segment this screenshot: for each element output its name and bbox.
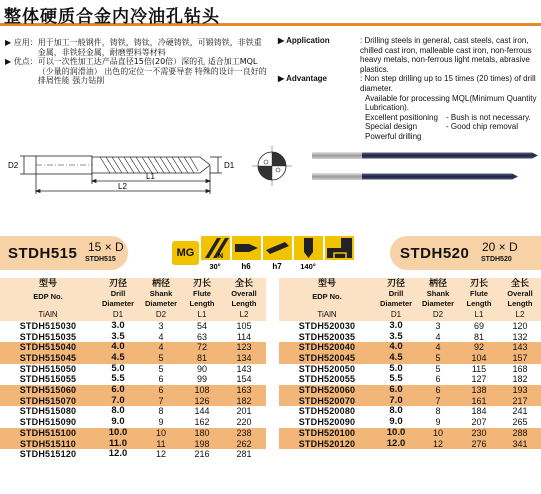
- shank-diameter-cell: 8: [435, 406, 441, 417]
- overall-length-cell: 281: [236, 449, 252, 460]
- d1-label: D1: [224, 161, 235, 170]
- feature-cn-application: [5, 38, 267, 57]
- table-row: [279, 332, 541, 343]
- col-overall-en: Overall Length: [222, 289, 266, 310]
- col-flute-sym: L1: [182, 310, 222, 321]
- drill-diameter-cell: 12.0: [375, 439, 417, 450]
- table-row: [279, 396, 541, 407]
- shank-diameter-cell: 9: [435, 417, 441, 428]
- series-code: STDH515: [8, 245, 78, 262]
- col-model-cn: 型号: [279, 278, 375, 289]
- col-coating: TiAlN: [279, 310, 375, 321]
- flute-length-cell: 276: [459, 439, 499, 450]
- edp-code-cell: STDH515120: [19, 449, 77, 460]
- feature-icons: [172, 236, 354, 270]
- shank-diameter-cell: 4: [140, 342, 182, 353]
- col-shank-en: Shank Diameter: [140, 289, 182, 310]
- spec-table-right: [279, 278, 541, 449]
- overall-length-cell: 143: [499, 342, 541, 353]
- table-row: [279, 417, 541, 428]
- table-row: [0, 321, 266, 332]
- flute-length-cell: 92: [459, 342, 499, 353]
- helix-angle-icon: [201, 236, 230, 270]
- feature-en-application: [278, 36, 540, 74]
- table-row: [0, 353, 266, 364]
- edp-code-cell: STDH515090: [19, 417, 77, 428]
- table-row: [0, 417, 266, 428]
- flute-length-cell: 127: [471, 374, 487, 385]
- col-shank-cn: 柄径: [140, 278, 182, 289]
- flute-length-cell: 198: [182, 439, 222, 450]
- edp-code-cell: STDH515070: [0, 396, 96, 407]
- flute-length-cell: 144: [194, 406, 210, 417]
- table-row: [0, 364, 266, 375]
- drill-diameter-cell: 3.0: [389, 319, 403, 331]
- overall-length-cell: 123: [222, 342, 266, 353]
- flute-length-cell: 230: [459, 428, 499, 439]
- drill-diameter-cell: 8.0: [111, 405, 125, 417]
- col-model-en: EDP No.: [0, 289, 96, 310]
- feature-en-pair-value: - Bush is not necessary.: [446, 112, 531, 122]
- col-overall-cn: 全长: [499, 278, 541, 289]
- edp-code-cell: STDH520040: [279, 342, 375, 353]
- diameter-tolerance-icon: [263, 236, 292, 270]
- drill-diameter-cell: 5.0: [111, 362, 125, 374]
- flute-length-cell: 115: [471, 363, 487, 374]
- flute-length-cell: 90: [196, 363, 207, 374]
- feature-en-pair-key: Excellent positioning: [365, 112, 438, 122]
- spec-table-left: [0, 278, 266, 460]
- col-overall-sym: L2: [222, 310, 266, 321]
- drill-photos: [306, 140, 541, 190]
- drill-diameter-cell: 6.0: [96, 385, 140, 396]
- flute-length-cell: 72: [182, 342, 222, 353]
- shank-tolerance-label: h6: [241, 262, 251, 270]
- table-row: [0, 374, 266, 385]
- drill-diameter-cell: 7.0: [96, 396, 140, 407]
- overall-length-cell: 182: [512, 374, 528, 385]
- edp-code-cell: STDH520070: [279, 396, 375, 407]
- overall-length-cell: 168: [512, 363, 528, 374]
- title-bar: [0, 0, 541, 26]
- helix-angle-label: 30°: [209, 262, 221, 270]
- shank-diameter-cell: 12: [417, 439, 459, 450]
- overall-length-cell: 193: [499, 385, 541, 396]
- flute-length-cell: 99: [196, 374, 207, 385]
- table-row: [0, 385, 266, 396]
- feature-en-advantage: [278, 74, 540, 141]
- shank-diameter-cell: 5: [158, 363, 164, 374]
- overall-length-cell: 157: [499, 353, 541, 364]
- helix-n-label: N: [218, 253, 224, 260]
- overall-length-cell: 134: [222, 353, 266, 364]
- table-row: [0, 342, 266, 353]
- l1-label: L1: [146, 172, 155, 181]
- series-code: STDH520: [400, 245, 470, 262]
- overall-length-cell: 238: [222, 428, 266, 439]
- edp-code-cell: STDH515045: [0, 353, 96, 364]
- series-tag-left: [0, 236, 140, 270]
- table-row: [0, 396, 266, 407]
- shank-diameter-cell: 12: [155, 449, 166, 460]
- col-drill-cn: 刃径: [375, 278, 417, 289]
- drill-diameter-cell: 4.5: [375, 353, 417, 364]
- flute-length-cell: 184: [471, 406, 487, 417]
- drill-diameter-cell: 9.0: [111, 416, 125, 428]
- series-ratio: 20 × D: [482, 240, 518, 254]
- overall-length-cell: 220: [236, 417, 252, 428]
- table-row: [279, 364, 541, 375]
- table-row: [279, 321, 541, 332]
- col-model-cn: 型号: [0, 278, 96, 289]
- col-flute-cn: 刃长: [459, 278, 499, 289]
- shank-diameter-cell: 5: [417, 353, 459, 364]
- drill-diameter-cell: 4.5: [96, 353, 140, 364]
- overall-length-cell: 288: [499, 428, 541, 439]
- feature-en-pair-key: Special design: [365, 122, 418, 132]
- drill-technical-drawing: [0, 128, 300, 208]
- col-coating: TiAlN: [0, 310, 96, 321]
- edp-code-cell: STDH515100: [0, 428, 96, 439]
- flute-length-cell: 69: [473, 320, 484, 331]
- flute-length-cell: 161: [459, 396, 499, 407]
- feature-en-pair-value: - Good chip removal: [446, 122, 519, 132]
- edp-code-cell: STDH520090: [298, 417, 356, 428]
- flute-length-cell: 162: [194, 417, 210, 428]
- flute-length-cell: 81: [473, 331, 484, 342]
- shank-diameter-cell: 10: [140, 428, 182, 439]
- table-row: [279, 374, 541, 385]
- overall-length-cell: 201: [236, 406, 252, 417]
- edp-code-cell: STDH515080: [19, 406, 77, 417]
- col-drill-en: Drill Diameter: [96, 289, 140, 310]
- col-flute-sym: L1: [459, 310, 499, 321]
- overall-length-cell: 105: [236, 320, 252, 331]
- edp-code-cell: STDH515110: [0, 439, 96, 450]
- feature-cn-advantage: [5, 57, 267, 86]
- feature-en-key: ▶ Advantage: [278, 74, 327, 84]
- drill-diameter-cell: 6.0: [375, 385, 417, 396]
- table-row: [279, 406, 541, 417]
- col-overall-cn: 全长: [222, 278, 266, 289]
- overall-length-cell: 217: [499, 396, 541, 407]
- edp-code-cell: STDH520030: [298, 320, 356, 331]
- drill-diameter-cell: 7.0: [375, 396, 417, 407]
- shank-diameter-cell: 7: [417, 396, 459, 407]
- edp-code-cell: STDH520060: [279, 385, 375, 396]
- drill-diameter-cell: 8.0: [389, 405, 403, 417]
- series-ratio: 15 × D: [88, 240, 124, 254]
- table-row: [0, 332, 266, 343]
- edp-code-cell: STDH520035: [298, 331, 356, 342]
- table-row: [0, 449, 266, 460]
- table-row: [279, 428, 541, 439]
- drill-photo-short: [312, 173, 518, 180]
- col-shank-sym: D2: [140, 310, 182, 321]
- flute-length-cell: 81: [182, 353, 222, 364]
- feature-en-pair: [360, 113, 540, 123]
- shank-diameter-cell: 5: [140, 353, 182, 364]
- edp-code-cell: STDH520050: [298, 363, 356, 374]
- col-overall-en: Overall Length: [499, 289, 541, 310]
- shank-diameter-cell: 6: [140, 385, 182, 396]
- edp-code-cell: STDH515035: [19, 331, 77, 342]
- drill-photo-long: [312, 152, 538, 159]
- col-model-en: EDP No.: [279, 289, 375, 310]
- feature-en-line: Available for processing MQL(Minimum Quantity Lubrication).: [365, 93, 537, 113]
- overall-length-cell: 241: [512, 406, 528, 417]
- edp-code-cell: STDH520055: [298, 374, 356, 385]
- overall-length-cell: 182: [222, 396, 266, 407]
- table-row: [0, 406, 266, 417]
- shank-diameter-cell: 6: [158, 374, 164, 385]
- overall-length-cell: 341: [499, 439, 541, 450]
- flute-length-cell: 126: [182, 396, 222, 407]
- internal-coolant-icon: [325, 236, 354, 270]
- shank-diameter-cell: 4: [417, 342, 459, 353]
- col-shank-en: Shank Diameter: [417, 289, 459, 310]
- overall-length-cell: 132: [512, 331, 528, 342]
- shank-tolerance-icon: [232, 236, 261, 270]
- flute-length-cell: 138: [459, 385, 499, 396]
- shank-diameter-cell: 4: [435, 331, 441, 342]
- flute-length-cell: 63: [196, 331, 207, 342]
- table-row: [279, 385, 541, 396]
- shank-diameter-cell: 7: [140, 396, 182, 407]
- shank-diameter-cell: 4: [158, 331, 164, 342]
- drill-end-view: [252, 146, 292, 186]
- material-mg-icon: MG: [172, 241, 199, 265]
- feature-en-line: : Non step drilling up to 15 times (20 times) of drill diameter.: [360, 74, 536, 93]
- d2-label: D2: [8, 161, 19, 170]
- drill-diameter-cell: 5.5: [111, 373, 125, 385]
- shank-diameter-cell: 6: [435, 374, 441, 385]
- feature-cn-key: ▶ 优点：: [5, 57, 38, 67]
- edp-code-cell: STDH515055: [19, 374, 77, 385]
- flute-length-cell: 207: [471, 417, 487, 428]
- table-row: [279, 439, 541, 450]
- drill-diameter-cell: 4.0: [375, 342, 417, 353]
- edp-code-cell: STDH515040: [0, 342, 96, 353]
- feature-en-value: : Drilling steels in general, cast steels, cast iron, chilled cast iron, malleable cast iron, non-ferrous heavy metals, non-ferrous light metals, abrasive plastics.: [360, 36, 532, 74]
- col-flute-en: Flute Length: [182, 289, 222, 310]
- shank-diameter-cell: 3: [158, 320, 164, 331]
- drill-diameter-cell: 5.0: [389, 362, 403, 374]
- feature-cn-value: 用于加工一般钢件，铸铁，铸钛，冷硬铸铁，可锻铸铁，非铁重金属，非铁轻金属，耐磨塑料等材料: [37, 38, 262, 57]
- overall-length-cell: 163: [222, 385, 266, 396]
- col-shank-cn: 柄径: [417, 278, 459, 289]
- series-sub: STDH515: [85, 256, 116, 263]
- col-drill-sym: D1: [375, 310, 417, 321]
- shank-diameter-cell: 9: [158, 417, 164, 428]
- col-overall-sym: L2: [499, 310, 541, 321]
- drill-diameter-cell: 9.0: [389, 416, 403, 428]
- flute-length-cell: 180: [182, 428, 222, 439]
- point-angle-icon: [294, 236, 323, 270]
- col-flute-cn: 刃长: [182, 278, 222, 289]
- edp-code-cell: STDH520045: [279, 353, 375, 364]
- col-drill-en: Drill Diameter: [375, 289, 417, 310]
- overall-length-cell: 114: [236, 331, 252, 342]
- shank-diameter-cell: 6: [417, 385, 459, 396]
- col-shank-sym: D2: [417, 310, 459, 321]
- drill-diameter-cell: 11.0: [96, 439, 140, 450]
- shank-diameter-cell: 10: [417, 428, 459, 439]
- col-flute-en: Flute Length: [459, 289, 499, 310]
- flute-length-cell: 108: [182, 385, 222, 396]
- overall-length-cell: 154: [236, 374, 252, 385]
- drill-diameter-cell: 3.0: [111, 319, 125, 331]
- drill-diameter-cell: 3.5: [111, 330, 125, 342]
- table-row: [279, 342, 541, 353]
- overall-length-cell: 120: [512, 320, 528, 331]
- overall-length-cell: 143: [236, 363, 252, 374]
- overall-length-cell: 262: [222, 439, 266, 450]
- edp-code-cell: STDH515030: [19, 320, 77, 331]
- table-row: [0, 439, 266, 450]
- shank-diameter-cell: 8: [158, 406, 164, 417]
- series-tag-right: [390, 236, 541, 270]
- series-sub: STDH520: [481, 256, 512, 263]
- features-cn: [5, 38, 267, 86]
- feature-cn-value: 可以一次性加工达产品直径15倍(20倍）深的孔 适合加工MQL（少量的润滑油） 出色的定位一不需要导套 特殊的设计一良好的排屑性能 强力钻削: [37, 57, 267, 86]
- drill-diameter-cell: 3.5: [389, 330, 403, 342]
- flute-length-cell: 216: [194, 449, 210, 460]
- feature-en-key: ▶ Application: [278, 36, 330, 45]
- table-row: [279, 353, 541, 364]
- drill-diameter-cell: 12.0: [108, 448, 128, 460]
- shank-diameter-cell: 3: [435, 320, 441, 331]
- features-en: [278, 36, 540, 142]
- edp-code-cell: STDH520100: [279, 428, 375, 439]
- edp-code-cell: STDH515050: [19, 363, 77, 374]
- flute-length-cell: 104: [459, 353, 499, 364]
- drill-diameter-cell: 10.0: [96, 428, 140, 439]
- edp-code-cell: STDH520120: [279, 439, 375, 450]
- shank-diameter-cell: 11: [140, 439, 182, 450]
- drill-diameter-cell: 4.0: [96, 342, 140, 353]
- col-drill-sym: D1: [96, 310, 140, 321]
- l2-label: L2: [118, 182, 127, 191]
- feature-en-line: Powerful drilling: [365, 131, 422, 141]
- page-title: 整体硬质合金内冷油孔钻头: [4, 7, 220, 27]
- point-angle-label: 140°: [300, 262, 316, 270]
- edp-code-cell: STDH520080: [298, 406, 356, 417]
- col-drill-cn: 刃径: [96, 278, 140, 289]
- edp-code-cell: STDH515060: [0, 385, 96, 396]
- drill-diameter-cell: 5.5: [389, 373, 403, 385]
- feature-en-pair: [360, 122, 540, 132]
- diameter-tolerance-label: h7: [272, 262, 282, 270]
- overall-length-cell: 265: [512, 417, 528, 428]
- feature-cn-key: ▶ 应用：: [5, 38, 38, 47]
- shank-diameter-cell: 5: [435, 363, 441, 374]
- flute-length-cell: 54: [196, 320, 207, 331]
- table-row: [0, 428, 266, 439]
- drill-diameter-cell: 10.0: [375, 428, 417, 439]
